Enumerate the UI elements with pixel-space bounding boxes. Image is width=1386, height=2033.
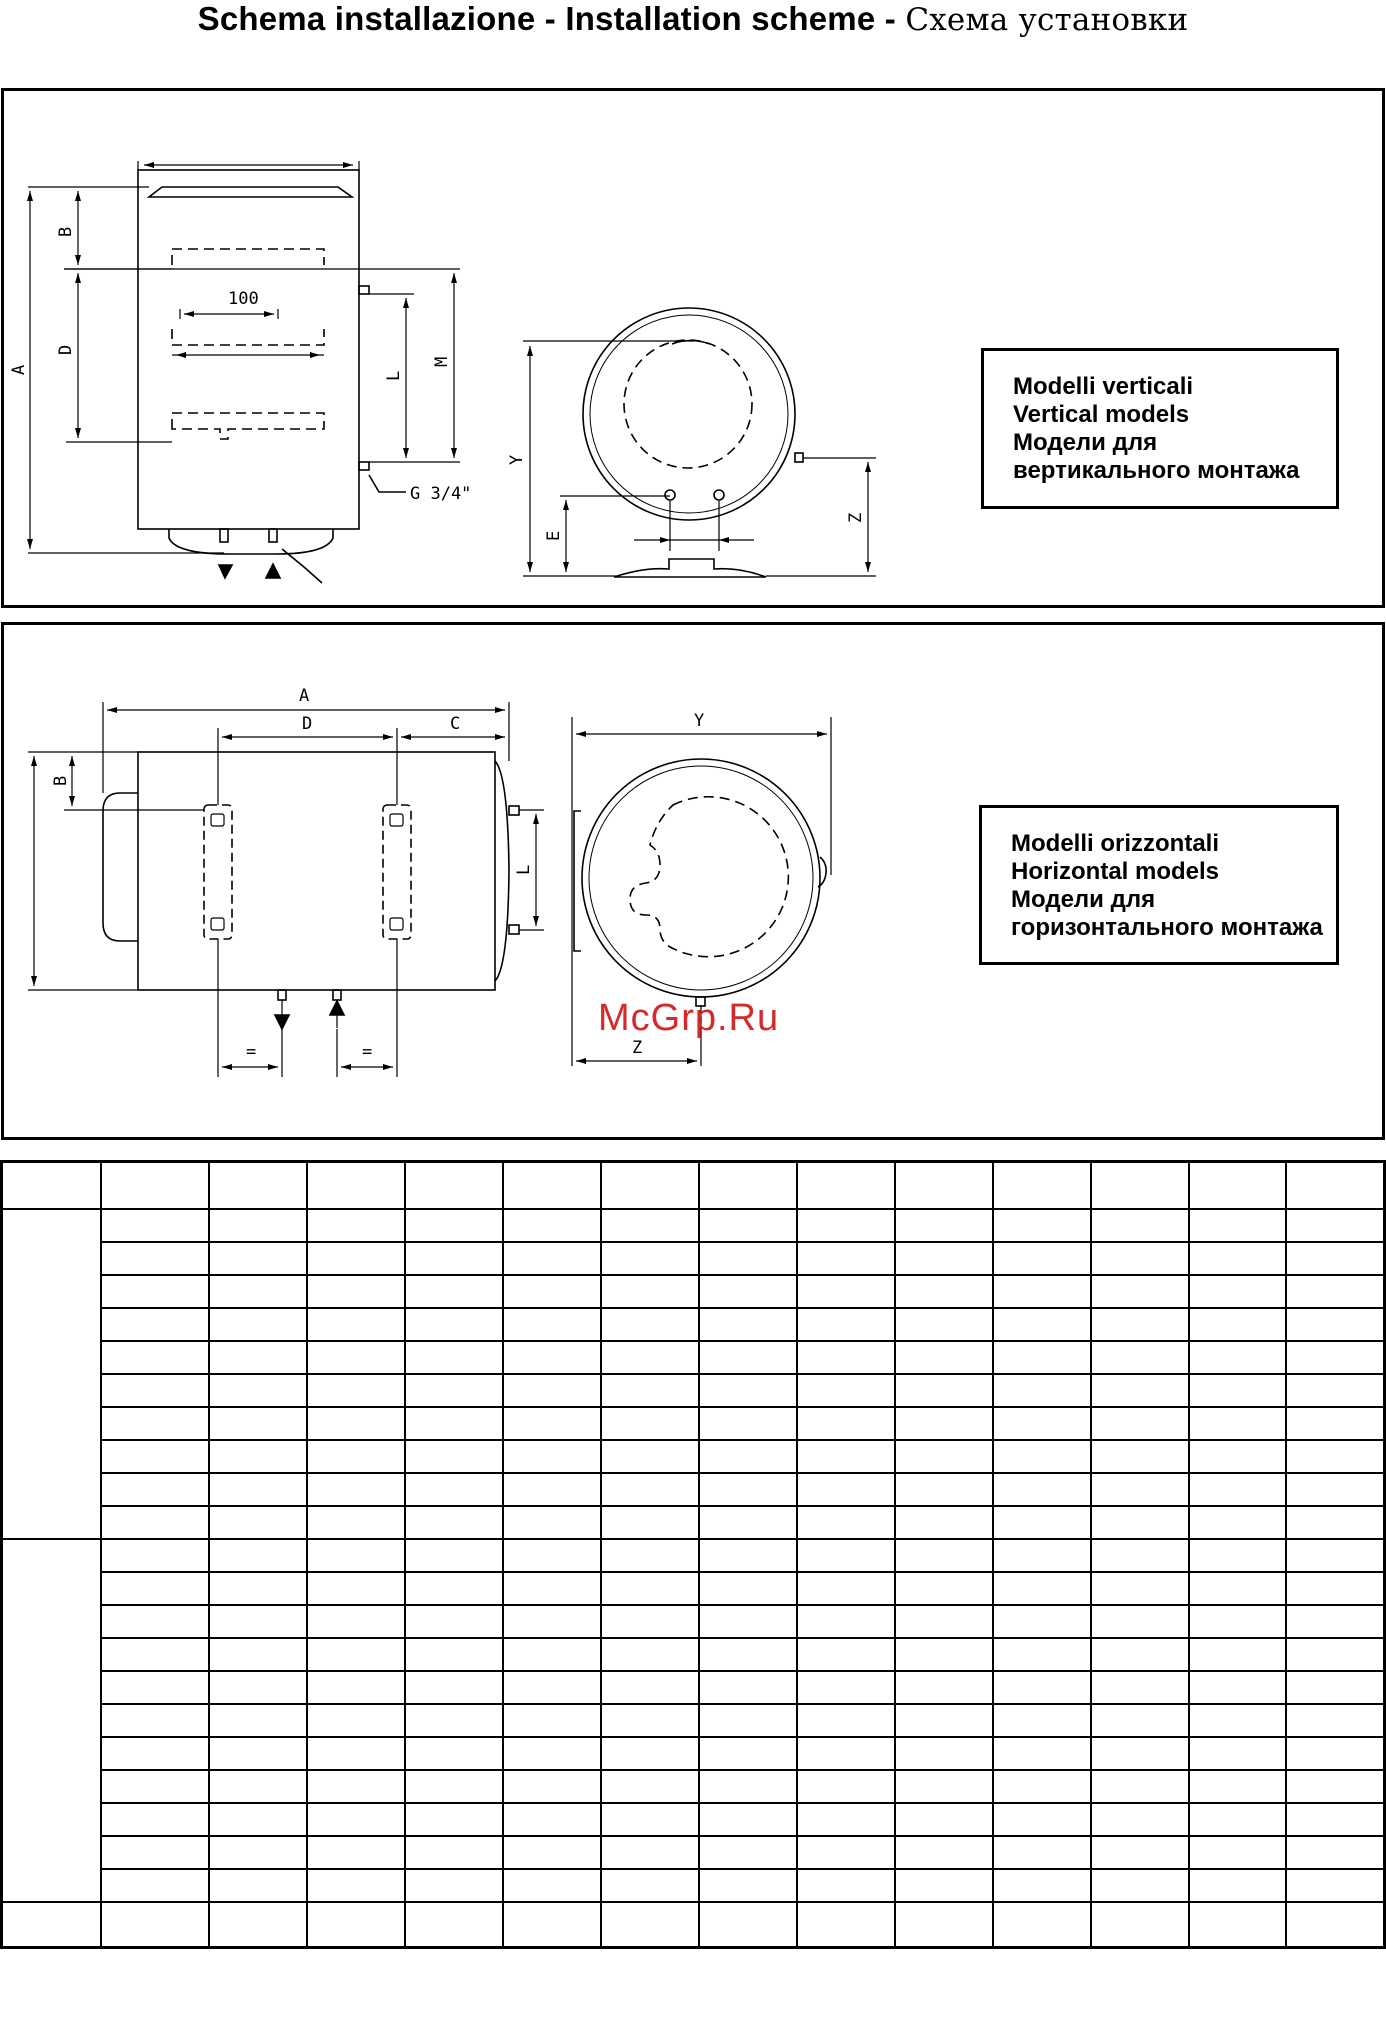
vertical-dim-b-label: B	[56, 226, 76, 237]
horizontal-tank-end-cap	[103, 793, 138, 941]
title-main: Schema installazione - Installation scheme -	[197, 0, 906, 37]
horizontal-dim-a-label: A	[299, 686, 310, 706]
table-row	[2, 1638, 1385, 1671]
table-row	[2, 1341, 1385, 1374]
watermark: McGrp.Ru	[598, 997, 780, 1039]
title-russian: Схема установки	[905, 2, 1189, 38]
vertical-models-panel	[1, 88, 1385, 608]
table-row	[2, 1737, 1385, 1770]
horizontal-dim-c-label: C	[450, 714, 461, 734]
vertical-side-view-heater	[624, 340, 752, 468]
vertical-label-line-1: Modelli verticali	[1013, 373, 1194, 400]
vertical-pipe-inlet	[269, 529, 277, 542]
horizontal-pipe-outlet	[278, 990, 286, 1000]
horizontal-side-view-tank	[582, 759, 820, 997]
vertical-label-line-2: Vertical models	[1013, 401, 1190, 428]
horizontal-label-line-3: Модели для	[1011, 886, 1156, 913]
vertical-group-cell	[2, 1209, 102, 1539]
vertical-heater-lower	[172, 413, 324, 439]
horizontal-label-line-4: горизонтального монтажа	[1011, 914, 1323, 941]
table-row	[2, 1572, 1385, 1605]
vertical-side-connector-bottom	[359, 462, 369, 470]
horizontal-dim-equal-right: =	[362, 1042, 373, 1062]
table-row	[2, 1770, 1385, 1803]
table-row	[2, 1803, 1385, 1836]
horizontal-label-line-2: Horizontal models	[1011, 858, 1220, 885]
horizontal-dim-b-label: B	[51, 775, 71, 786]
horizontal-bracket-right	[383, 805, 411, 939]
horizontal-tank-right-cap	[495, 761, 509, 981]
vertical-dimension-lines	[28, 161, 460, 553]
bracket-hole-3	[390, 814, 403, 826]
table-row	[2, 1440, 1385, 1473]
table-row	[2, 1605, 1385, 1638]
horizontal-dim-l-label: L	[514, 864, 534, 875]
table-row	[2, 1539, 1385, 1572]
horizontal-tank-body	[138, 752, 495, 990]
horizontal-flow-in-arrow	[330, 1001, 344, 1015]
horizontal-group-cell	[2, 1539, 102, 1902]
vertical-dim-y-label: Y	[507, 454, 527, 465]
table-row	[2, 1209, 1385, 1242]
vertical-models-label	[981, 348, 1339, 509]
horizontal-pipe-inlet	[333, 990, 341, 1000]
table-footer-row	[2, 1902, 1385, 1948]
horizontal-side-view-heater	[630, 797, 788, 957]
table-row	[2, 1374, 1385, 1407]
table-row	[2, 1671, 1385, 1704]
vertical-side-view-bracket	[614, 559, 766, 577]
bracket-hole-1	[211, 814, 224, 826]
horizontal-dim-z-label: Z	[632, 1038, 643, 1058]
thread-size-label: G 3/4"	[410, 484, 472, 504]
horizontal-models-label	[979, 805, 1339, 965]
table-row	[2, 1836, 1385, 1869]
horizontal-models-panel	[1, 622, 1385, 1140]
vertical-dim-a-label: A	[9, 364, 29, 375]
flow-in-arrow	[266, 564, 280, 578]
horizontal-bracket-left	[204, 805, 232, 939]
horizontal-flow-out-arrow	[275, 1015, 289, 1029]
horizontal-dim-equal-left: =	[246, 1042, 257, 1062]
page-title	[0, 0, 1386, 38]
horizontal-dim-y-label: Y	[694, 711, 705, 731]
vertical-side-view-connector	[795, 453, 803, 462]
horizontal-label-line-1: Modelli orizzontali	[1011, 830, 1219, 857]
bracket-hole-2	[211, 918, 224, 930]
table-row	[2, 1308, 1385, 1341]
table-row	[2, 1869, 1385, 1902]
flow-out-arrow	[219, 565, 232, 578]
vertical-tank-body	[138, 170, 359, 529]
vertical-tank-top-cap	[149, 187, 352, 197]
dimensions-table	[0, 1160, 1386, 1949]
vertical-pipe-leader	[282, 549, 322, 583]
vertical-side-dimension-lines	[523, 341, 876, 576]
vertical-dim-d-label: D	[56, 344, 76, 355]
vertical-dim-e-label: E	[544, 530, 564, 541]
side-view-pipe-right	[714, 490, 724, 500]
table-row	[2, 1407, 1385, 1440]
bracket-hole-4	[390, 918, 403, 930]
horizontal-connector-bottom	[509, 925, 519, 934]
thread-leader	[369, 475, 406, 492]
horizontal-connector-top	[509, 806, 519, 815]
vertical-dim-z-label: Z	[846, 512, 866, 523]
vertical-side-view-tank-inner	[590, 315, 788, 513]
vertical-tank-bottom-cover	[169, 529, 333, 554]
table-header-row	[2, 1162, 1385, 1209]
horizontal-dim-d-label: D	[302, 714, 313, 734]
vertical-pipe-outlet	[220, 529, 228, 542]
side-view-pipe-left	[665, 490, 675, 500]
vertical-label-line-4: вертикального монтажа	[1013, 457, 1300, 484]
vertical-label-line-3: Модели для	[1013, 429, 1158, 456]
table-row	[2, 1275, 1385, 1308]
table-row	[2, 1242, 1385, 1275]
horizontal-side-view-bracket	[574, 811, 581, 951]
vertical-spacing-label: 100	[228, 289, 259, 309]
table-row	[2, 1473, 1385, 1506]
table-row	[2, 1704, 1385, 1737]
vertical-side-dimension-arrows	[527, 346, 871, 572]
vertical-dim-l-label: L	[384, 370, 404, 381]
table-row	[2, 1506, 1385, 1539]
vertical-side-connector-top	[359, 286, 369, 294]
vertical-dim-m-label: M	[432, 356, 452, 367]
